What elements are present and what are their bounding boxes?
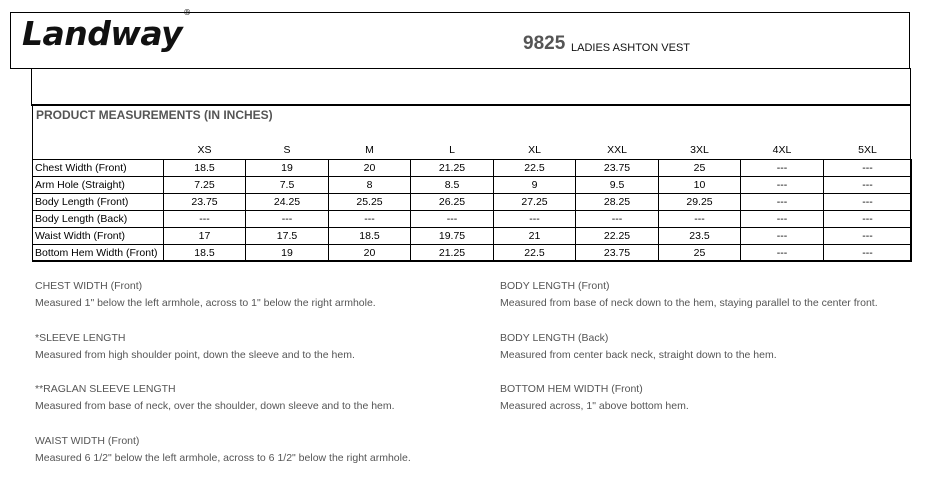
definition-title: CHEST WIDTH (Front): [35, 280, 143, 292]
measurement-cell: ---: [824, 177, 912, 194]
definition-bottom-hem-width: [500, 381, 689, 415]
measurement-cell: ---: [824, 194, 912, 211]
measurement-cell: 29.25: [659, 194, 741, 211]
definition-desc: Measured 6 1/2" below the left armhole, across to 6 1/2" below the right armhole.: [35, 452, 411, 464]
measurement-cell: ---: [659, 211, 741, 228]
definition-body-length-back: [500, 330, 777, 364]
measurement-cell: ---: [741, 177, 824, 194]
measurement-cell: ---: [246, 211, 329, 228]
size-header-row: [33, 141, 912, 160]
measurement-cell: 9: [494, 177, 576, 194]
definition-desc: Measured 1" below the left armhole, across to 1" below the right armhole.: [35, 297, 376, 309]
definition-body-length-front: [500, 278, 878, 312]
measurement-cell: 28.25: [576, 194, 659, 211]
measurement-cell: 19: [246, 160, 329, 177]
size-header: XL: [528, 144, 541, 156]
measurement-row: [33, 228, 912, 245]
measurement-row: [33, 194, 912, 211]
definition-title: BODY LENGTH (Back): [500, 332, 609, 344]
registered-mark: ®: [183, 8, 191, 17]
style-number: 9825: [523, 33, 566, 54]
brand-logo: [22, 8, 191, 53]
measurement-cell: 8.5: [411, 177, 494, 194]
size-header: 3XL: [690, 144, 709, 156]
definition-raglan-sleeve-length: [35, 381, 395, 415]
measurement-cell: ---: [164, 211, 246, 228]
measurement-cell: 23.75: [164, 194, 246, 211]
definition-desc: Measured from base of neck down to the hem, staying parallel to the center front.: [500, 297, 878, 309]
size-header: S: [283, 144, 291, 156]
measurement-cell: 7.5: [246, 177, 329, 194]
size-header: 5XL: [858, 144, 877, 156]
measurement-cell: 25: [659, 245, 741, 262]
measurement-cell: 21.25: [411, 160, 494, 177]
definition-title: **RAGLAN SLEEVE LENGTH: [35, 383, 176, 395]
measurement-cell: 25: [659, 160, 741, 177]
measurements-table: [32, 141, 912, 262]
definition-desc: Measured from base of neck, over the shoulder, down sleeve and to the hem.: [35, 400, 395, 412]
definition-desc: Measured across, 1" above bottom hem.: [500, 400, 689, 412]
definition-title: WAIST WIDTH (Front): [35, 435, 140, 447]
measurement-cell: 18.5: [164, 245, 246, 262]
measurement-cell: ---: [741, 194, 824, 211]
measurement-row: [33, 211, 912, 228]
definition-chest-width: [35, 278, 376, 312]
measurement-cell: 24.25: [246, 194, 329, 211]
size-header: 4XL: [772, 144, 792, 156]
measurement-cell: 23.75: [576, 160, 659, 177]
definition-waist-width: [35, 433, 411, 467]
size-header: XS: [197, 144, 212, 156]
measurement-cell: 22.5: [494, 245, 576, 262]
measurement-cell: 17: [164, 228, 246, 245]
measurement-cell: 26.25: [411, 194, 494, 211]
measurement-row: [33, 177, 912, 194]
row-label: Chest Width (Front): [33, 160, 164, 177]
measurement-row: [33, 245, 912, 262]
measurement-cell: ---: [741, 160, 824, 177]
definition-sleeve-length: [35, 330, 355, 364]
measurement-cell: 25.25: [329, 194, 411, 211]
measurement-cell: 23.5: [659, 228, 741, 245]
measurement-cell: ---: [411, 211, 494, 228]
measurement-cell: ---: [741, 245, 824, 262]
measurement-cell: ---: [824, 228, 912, 245]
measurement-cell: ---: [824, 160, 912, 177]
measurement-cell: 19.75: [411, 228, 494, 245]
definition-desc: Measured from high shoulder point, down the sleeve and to the hem.: [35, 349, 355, 361]
measurement-cell: ---: [824, 211, 912, 228]
measurement-cell: 8: [329, 177, 411, 194]
measurement-cell: 7.25: [164, 177, 246, 194]
measurement-cell: 19: [246, 245, 329, 262]
row-label: Bottom Hem Width (Front): [33, 245, 164, 262]
measurement-cell: 22.25: [576, 228, 659, 245]
measurement-cell: 21.25: [411, 245, 494, 262]
brand-name: Landway: [22, 14, 183, 53]
definition-desc: Measured from center back neck, straight down to the hem.: [500, 349, 777, 361]
style-name: LADIES ASHTON VEST: [571, 42, 691, 54]
measurement-cell: ---: [494, 211, 576, 228]
row-label: Arm Hole (Straight): [33, 177, 164, 194]
definition-title: BOTTOM HEM WIDTH (Front): [500, 383, 643, 395]
measurement-cell: 9.5: [576, 177, 659, 194]
measurement-cell: 20: [329, 245, 411, 262]
row-label: Body Length (Front): [33, 194, 164, 211]
definition-title: BODY LENGTH (Front): [500, 280, 610, 292]
measurement-cell: 23.75: [576, 245, 659, 262]
measurement-cell: ---: [329, 211, 411, 228]
row-label: Waist Width (Front): [33, 228, 164, 245]
measurement-cell: ---: [576, 211, 659, 228]
info-box: [31, 68, 911, 106]
measurement-cell: 10: [659, 177, 741, 194]
measurement-cell: 18.5: [329, 228, 411, 245]
measurement-cell: 22.5: [494, 160, 576, 177]
measurement-cell: ---: [824, 245, 912, 262]
measurement-row: [33, 160, 912, 177]
header-blank: [33, 141, 164, 160]
size-header: M: [365, 144, 374, 156]
size-header: XXL: [607, 144, 627, 156]
measurements-title: PRODUCT MEASUREMENTS (IN INCHES): [36, 108, 273, 122]
measurement-cell: ---: [741, 228, 824, 245]
measurement-cell: 17.5: [246, 228, 329, 245]
measurement-cell: ---: [741, 211, 824, 228]
row-label: Body Length (Back): [33, 211, 164, 228]
size-header: L: [449, 144, 455, 156]
measurement-cell: 18.5: [164, 160, 246, 177]
measurement-cell: 20: [329, 160, 411, 177]
measurement-cell: 27.25: [494, 194, 576, 211]
definition-title: *SLEEVE LENGTH: [35, 332, 126, 344]
measurement-cell: 21: [494, 228, 576, 245]
